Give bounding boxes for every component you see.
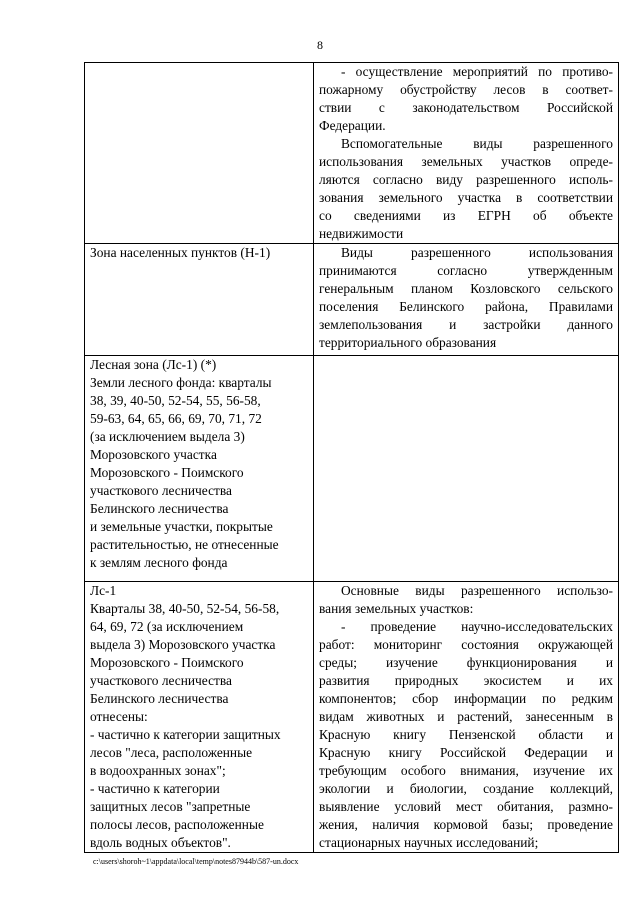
zone-name-line: к землям лесного фонда xyxy=(90,555,228,570)
paragraph-line: генеральным планом Козловского сельского xyxy=(319,281,613,296)
zone-name-cell xyxy=(85,356,314,582)
zone-name-line: - частично к категории защитных xyxy=(90,727,281,742)
paragraph-line: требующим особого внимания, изучение их xyxy=(319,763,613,778)
zone-name-line: (за исключением выдела 3) xyxy=(90,429,245,444)
paragraph-last-line: Федерации. xyxy=(319,118,386,133)
footer-file-path: c:\users\shoroh~1\appdata\local\temp\notes87944b\587-un.docx xyxy=(93,857,299,866)
zone-name-line: 64, 69, 72 (за исключением xyxy=(90,619,244,634)
paragraph-line: принимаются согласно утвержденным xyxy=(319,263,613,278)
zone-name-cell xyxy=(85,244,314,356)
paragraph-line: Красную книгу Российской Федерации и xyxy=(319,745,613,760)
permitted-use-cell xyxy=(314,356,619,582)
zoning-table xyxy=(84,62,619,853)
zone-name-line: 38, 39, 40-50, 52-54, 55, 56-58, xyxy=(90,393,261,408)
zone-name-line: участкового лесничества xyxy=(90,673,232,688)
zone-name-line: - частично к категории xyxy=(90,781,220,796)
paragraph-line: использования земельных участков опреде- xyxy=(319,154,613,169)
paragraph-line: зования земельного участка в соответствии xyxy=(319,190,613,205)
paragraph-last-line: территориального образования xyxy=(319,335,497,350)
paragraph-line: компонентов; сбор информации по редким xyxy=(319,691,613,706)
zone-name-line: и земельные участки, покрытые xyxy=(90,519,273,534)
zone-name-line: Кварталы 38, 40-50, 52-54, 56-58, xyxy=(90,601,280,616)
zone-name-line: лесов "леса, расположенные xyxy=(90,745,253,760)
paragraph-line: работ: мониторинг состояния окружающей xyxy=(319,637,613,652)
zone-name-line: Зона населенных пунктов (Н-1) xyxy=(90,245,271,260)
zone-name-line: Земли лесного фонда: кварталы xyxy=(90,375,272,390)
permitted-use-cell xyxy=(314,244,619,356)
paragraph-line: поселения Белинского района, Правилами xyxy=(319,299,613,314)
zone-name-line: выдела 3) Морозовского участка xyxy=(90,637,276,652)
zone-name-line: Лесная зона (Лс-1) (*) xyxy=(90,357,217,372)
zoning-table-body xyxy=(85,63,619,853)
zone-name-line: вдоль водных объектов". xyxy=(90,835,231,850)
paragraph-last-line: недвижимости xyxy=(319,226,404,241)
paragraph-line: Красную книгу Пензенской области и xyxy=(319,727,613,742)
zone-name-line: 59-63, 64, 65, 66, 69, 70, 71, 72 xyxy=(90,411,262,426)
paragraph-line: ствии с законодательством Российской xyxy=(319,100,613,115)
paragraph-line: ляются согласно виду разрешенного исполь- xyxy=(319,172,613,187)
zone-name-line: Белинского лесничества xyxy=(90,691,229,706)
paragraph-line: со сведениями из ЕГРН об объекте xyxy=(319,208,613,223)
zone-name-line: растительностью, не отнесенные xyxy=(90,537,279,552)
paragraph-last-line: вания земельных участков: xyxy=(319,601,474,616)
permitted-use-cell xyxy=(314,582,619,853)
zone-name-line: Морозовского - Поимского xyxy=(90,655,244,670)
paragraph-line: землепользования и застройки данного xyxy=(319,317,613,332)
permitted-use-paragraph xyxy=(319,135,613,243)
permitted-use-cell xyxy=(314,63,619,244)
paragraph-line: Виды разрешенного использования xyxy=(341,245,613,260)
zone-name-cell xyxy=(85,63,314,244)
paragraph-line: - проведение научно-исследовательских xyxy=(341,619,613,634)
zone-name-line: отнесены: xyxy=(90,709,148,724)
paragraph-line: жения, наличия кормовой базы; проведение xyxy=(319,817,613,832)
zone-name-cell xyxy=(85,582,314,853)
page-number: 8 xyxy=(317,38,323,52)
zone-name-line: Морозовского участка xyxy=(90,447,217,462)
permitted-use-paragraph xyxy=(319,582,613,618)
paragraph-line: экологии и биологии, создание коллекций, xyxy=(319,781,613,796)
zone-name-line: полосы лесов, расположенные xyxy=(90,817,264,832)
zone-name-line: в водоохранных зонах"; xyxy=(90,763,226,778)
paragraph-line: видам животных и растений, занесенным в xyxy=(319,709,613,724)
table-row xyxy=(85,63,619,244)
permitted-use-paragraph xyxy=(319,618,613,852)
table-row xyxy=(85,582,619,853)
table-row xyxy=(85,244,619,356)
paragraph-line: выявление условий мест обитания, размно- xyxy=(319,799,613,814)
table-row xyxy=(85,356,619,582)
paragraph-last-line: стационарных научных исследований; xyxy=(319,835,539,850)
zone-name-line: Лс-1 xyxy=(90,583,117,598)
zone-name-line: Морозовского - Поимского xyxy=(90,465,244,480)
permitted-use-paragraph xyxy=(319,244,613,352)
paragraph-line: Основные виды разрешенного использо- xyxy=(341,583,613,598)
paragraph-line: Вспомогательные виды разрешенного xyxy=(341,136,613,151)
paragraph-line: - осуществление мероприятий по противо- xyxy=(341,64,613,79)
zone-name-line: участкового лесничества xyxy=(90,483,232,498)
permitted-use-paragraph xyxy=(319,63,613,135)
paragraph-line: среды; изучение функционирования и xyxy=(319,655,613,670)
zone-name-line: Белинского лесничества xyxy=(90,501,229,516)
paragraph-line: развития природных экосистем и их xyxy=(319,673,613,688)
zone-name-line: защитных лесов "запретные xyxy=(90,799,251,814)
paragraph-line: пожарному обустройству лесов в соответ- xyxy=(319,82,613,97)
